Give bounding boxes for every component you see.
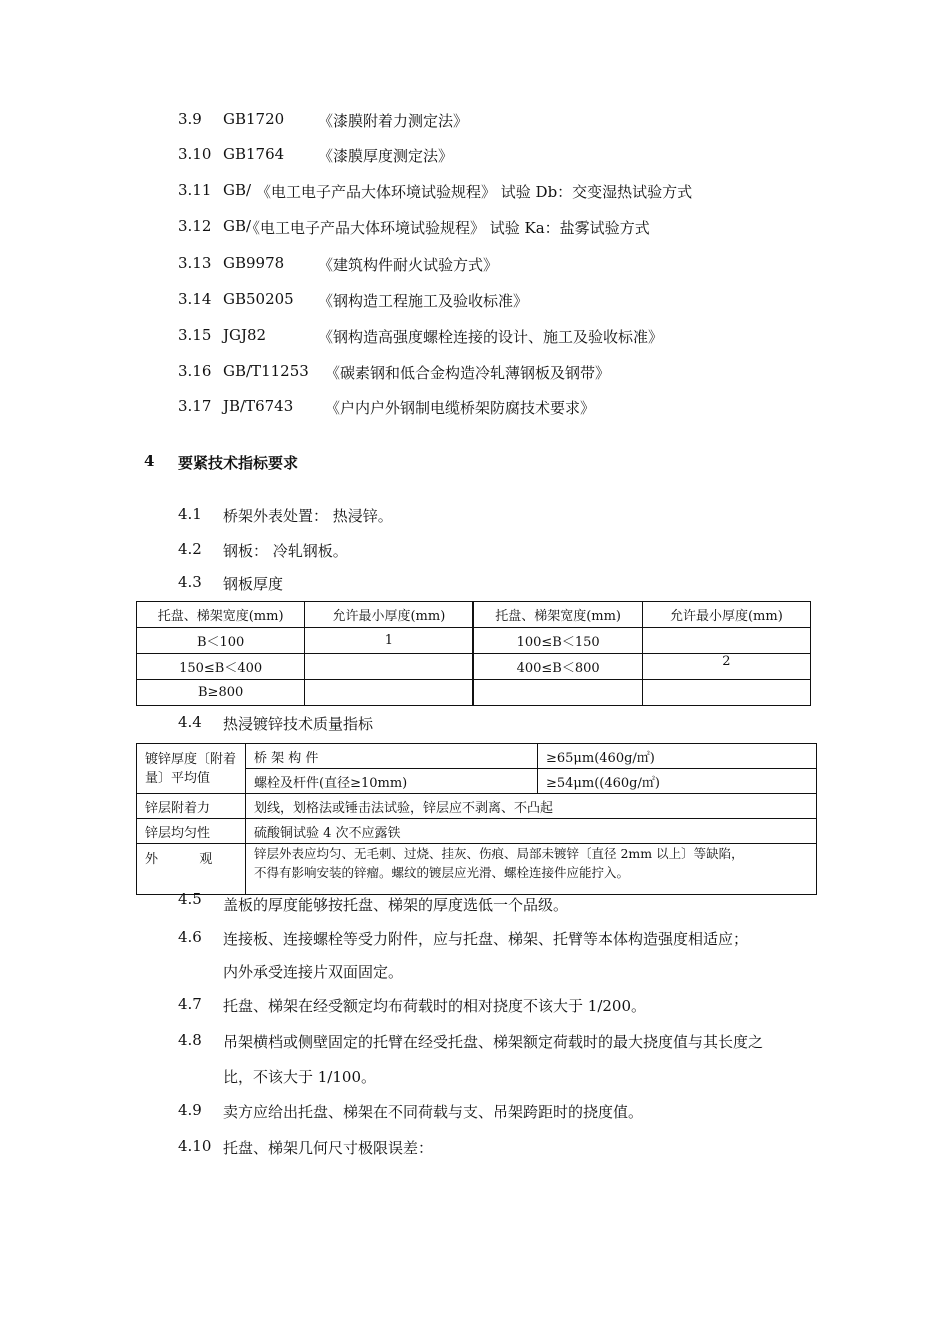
table-cell: 1	[305, 628, 474, 654]
ref-title: 《建筑构件耐火试验方式》	[318, 256, 499, 274]
item-number: 4.2	[178, 540, 202, 558]
section-title: 要紧技术指标要求	[178, 454, 299, 472]
table-cell: 螺栓及杆件(直径≥10mm)	[246, 769, 538, 794]
table-cell	[642, 628, 810, 654]
row-label: 镀锌厚度〔附着量〕平均值	[137, 744, 246, 794]
section-number: 4	[144, 452, 155, 470]
ref-code: GB1764	[223, 145, 285, 163]
table-cell	[305, 680, 474, 706]
ref-number: 3.10	[178, 145, 212, 163]
row-label: 外 观	[137, 844, 246, 895]
galvanizing-table	[136, 743, 817, 895]
item-number: 4.5	[178, 890, 202, 908]
ref-code: JGJ82	[223, 326, 267, 344]
item-number: 4.1	[178, 505, 202, 523]
table-row	[137, 794, 817, 819]
ref-number: 3.13	[178, 254, 212, 272]
item-text: 托盘、梯架在经受额定均布荷载时的相对挠度不该大于 1/200。	[223, 997, 646, 1015]
row-label: 锌层均匀性	[137, 819, 246, 844]
ref-title: 《钢构造工程施工及验收标准》	[318, 292, 529, 310]
table-cell: B≥800	[137, 680, 305, 706]
table-cell: ≥54μm((460g/㎡)	[538, 769, 817, 794]
appearance-line: 锌层外表应均匀、无毛刺、过烧、挂灰、伤痕、局部未镀锌〔直径 2mm 以上〕等缺陷，	[254, 846, 744, 861]
ref-title: 《电工电子产品大体环境试验规程》 试验 Db：交变湿热试验方式	[256, 183, 693, 201]
item-number: 4.4	[178, 713, 202, 731]
ref-code: GB1720	[223, 110, 285, 128]
row-label: 锌层附着力	[137, 794, 246, 819]
ref-title: 《户内户外钢制电缆桥架防腐技术要求》	[325, 399, 596, 417]
table-cell: 硫酸铜试验 4 次不应露铁	[246, 819, 817, 844]
table-row	[137, 844, 817, 895]
item-text: 钢板厚度	[223, 575, 284, 593]
table-cell: 100≤B＜150	[473, 628, 642, 654]
item-number: 4.6	[178, 928, 202, 946]
item-text: 钢板： 冷轧钢板。	[223, 542, 348, 560]
table-row	[137, 628, 811, 654]
table-cell: 桥 架 构 件	[246, 744, 538, 769]
appearance-line: 不得有影响安装的锌瘤。螺纹的镀层应光滑、螺栓连接件应能拧入。	[254, 865, 630, 880]
table-cell: 400≤B＜800	[473, 654, 642, 680]
table-row	[137, 744, 817, 769]
table-cell: 划线，划格法或锤击法试验，锌层应不剥离、不凸起	[246, 794, 817, 819]
item-text-continued: 内外承受连接片双面固定。	[223, 963, 404, 981]
table-cell	[246, 844, 817, 895]
ref-code: GB/	[223, 217, 252, 235]
item-text: 吊架横档或侧壁固定的托臂在经受托盘、梯架额定荷载时的最大挠度值与其长度之	[223, 1033, 764, 1051]
table-row	[137, 819, 817, 844]
table-header: 允许最小厚度(mm)	[642, 602, 810, 628]
table-header-row	[137, 602, 811, 628]
table-cell: ≥65μm(460g/㎡)	[538, 744, 817, 769]
thickness-table	[136, 601, 811, 706]
item-number: 4.7	[178, 995, 202, 1013]
item-text: 桥架外表处置： 热浸锌。	[223, 507, 393, 525]
table-row	[137, 680, 811, 706]
ref-number: 3.16	[178, 362, 212, 380]
table-cell	[642, 680, 810, 706]
table-cell: 2	[642, 654, 810, 680]
table-row	[137, 654, 811, 680]
ref-title: 《漆膜厚度测定法》	[318, 147, 454, 165]
item-text: 卖方应给出托盘、梯架在不同荷载与支、吊架跨距时的挠度值。	[223, 1103, 644, 1121]
ref-title: 《钢构造高强度螺栓连接的设计、施工及验收标准》	[318, 328, 664, 346]
item-text: 托盘、梯架几何尺寸极限误差：	[223, 1139, 434, 1157]
table-header: 允许最小厚度(mm)	[305, 602, 474, 628]
table-header: 托盘、梯架宽度(mm)	[137, 602, 305, 628]
item-number: 4.9	[178, 1101, 202, 1119]
item-text: 连接板、连接螺栓等受力附件，应与托盘、梯架、托臂等本体构造强度相适应；	[223, 930, 749, 948]
ref-number: 3.15	[178, 326, 212, 344]
ref-code: JB/T6743	[223, 397, 294, 415]
item-number: 4.3	[178, 573, 202, 591]
item-number: 4.10	[178, 1137, 212, 1155]
ref-number: 3.11	[178, 181, 212, 199]
ref-number: 3.14	[178, 290, 212, 308]
ref-code: GB/	[223, 181, 252, 199]
ref-code: GB9978	[223, 254, 285, 272]
ref-number: 3.17	[178, 397, 212, 415]
table-cell: B＜100	[137, 628, 305, 654]
item-text: 热浸镀锌技术质量指标	[223, 715, 374, 733]
item-number: 4.8	[178, 1031, 202, 1049]
ref-code: GB/T11253	[223, 362, 309, 380]
ref-title: 《电工电子产品大体环境试验规程》 试验 Ka：盐雾试验方式	[245, 219, 650, 237]
ref-code: GB50205	[223, 290, 294, 308]
ref-number: 3.9	[178, 110, 202, 128]
ref-title: 《漆膜附着力测定法》	[318, 112, 469, 130]
item-text: 盖板的厚度能够按托盘、梯架的厚度选低一个品级。	[223, 896, 569, 914]
table-cell	[305, 654, 474, 680]
ref-number: 3.12	[178, 217, 212, 235]
item-text-continued: 比，不该大于 1/100。	[223, 1068, 376, 1086]
ref-title: 《碳素钢和低合金构造冷轧薄钢板及钢带》	[325, 364, 611, 382]
table-cell: 150≤B＜400	[137, 654, 305, 680]
table-header: 托盘、梯架宽度(mm)	[473, 602, 642, 628]
table-cell	[473, 680, 642, 706]
